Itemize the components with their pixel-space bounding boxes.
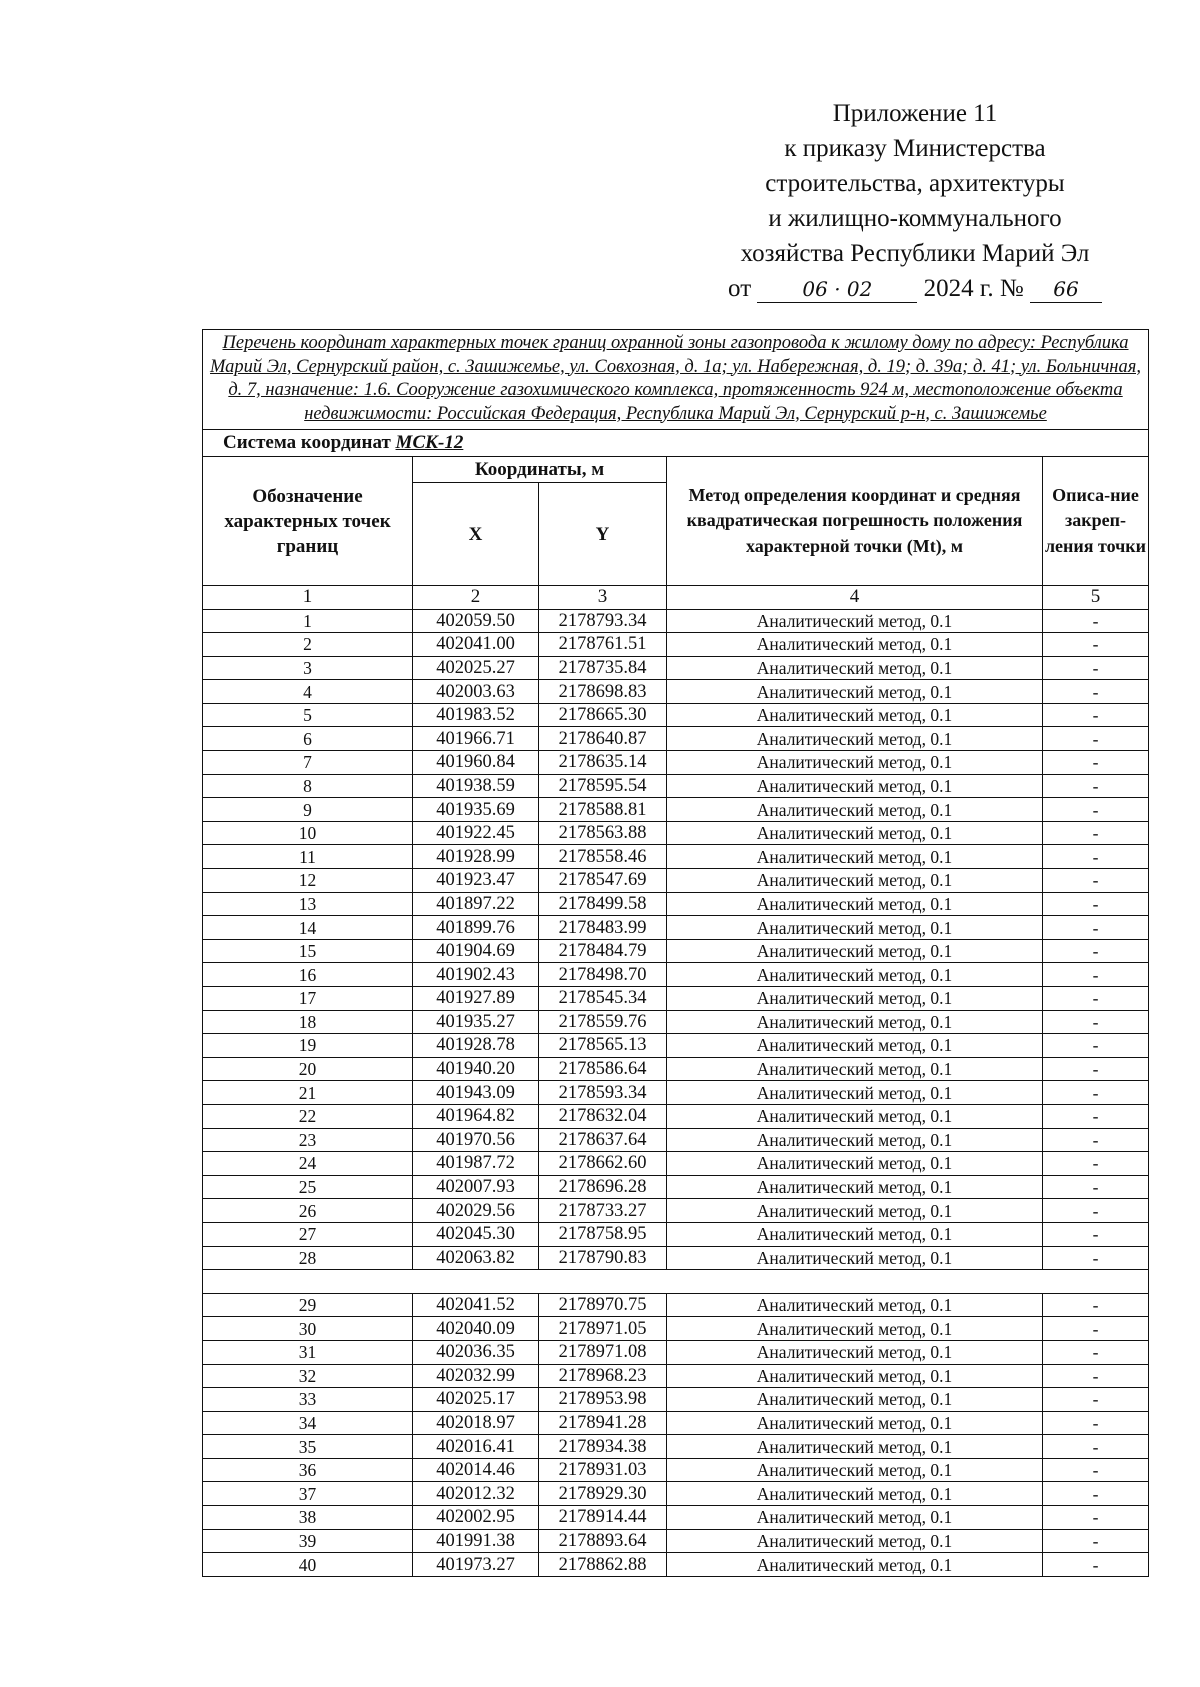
table-row [203,1458,1149,1482]
y-coordinate-cell: 2178698.83 [539,680,667,704]
point-number-cell: 5 [203,703,413,727]
description-cell: - [1043,821,1149,845]
y-coordinate-cell: 2178758.95 [539,1222,667,1246]
description-cell: - [1043,1057,1149,1081]
table-row [203,892,1149,916]
table-row [203,633,1149,657]
header-point-designation: Обозначение характерных точек границ [203,457,413,586]
method-cell: Аналитический метод, 0.1 [667,1553,1043,1577]
description-cell: - [1043,1175,1149,1199]
y-coordinate-cell: 2178971.05 [539,1317,667,1341]
method-cell: Аналитический метод, 0.1 [667,1104,1043,1128]
x-coordinate-cell: 402032.99 [413,1364,539,1388]
description-cell: - [1043,963,1149,987]
column-number: 1 [203,586,413,610]
y-coordinate-cell: 2178498.70 [539,963,667,987]
method-cell: Аналитический метод, 0.1 [667,1317,1043,1341]
point-number-cell: 7 [203,751,413,775]
method-cell: Аналитический метод, 0.1 [667,1458,1043,1482]
point-number-cell: 22 [203,1104,413,1128]
description-cell: - [1043,703,1149,727]
description-cell: - [1043,1364,1149,1388]
y-coordinate-cell: 2178559.76 [539,1010,667,1034]
point-number-cell: 40 [203,1553,413,1577]
method-cell: Аналитический метод, 0.1 [667,1482,1043,1506]
y-coordinate-cell: 2178637.64 [539,1128,667,1152]
method-cell: Аналитический метод, 0.1 [667,845,1043,869]
header-line-2: к приказу Министерства [784,135,1046,162]
method-cell: Аналитический метод, 0.1 [667,1152,1043,1176]
x-coordinate-cell: 402041.00 [413,633,539,657]
description-cell: - [1043,1435,1149,1459]
y-coordinate-cell: 2178662.60 [539,1152,667,1176]
method-cell: Аналитический метод, 0.1 [667,1081,1043,1105]
header-method: Метод определения координат и средняя квадратическая погрешность положения характерной точки (Mt), м [667,457,1043,586]
point-number-cell: 2 [203,633,413,657]
x-coordinate-cell: 402041.52 [413,1293,539,1317]
description-cell: - [1043,987,1149,1011]
description-cell: - [1043,939,1149,963]
x-coordinate-cell: 402014.46 [413,1458,539,1482]
y-coordinate-cell: 2178545.34 [539,987,667,1011]
y-coordinate-cell: 2178929.30 [539,1482,667,1506]
point-number-cell: 1 [203,609,413,633]
method-cell: Аналитический метод, 0.1 [667,892,1043,916]
x-coordinate-cell: 401940.20 [413,1057,539,1081]
table-row [203,798,1149,822]
y-coordinate-cell: 2178547.69 [539,869,667,893]
table-row [203,656,1149,680]
point-number-cell: 38 [203,1506,413,1530]
point-number-cell: 12 [203,869,413,893]
description-cell: - [1043,1081,1149,1105]
description-cell: - [1043,1411,1149,1435]
x-coordinate-cell: 401902.43 [413,963,539,987]
y-coordinate-cell: 2178558.46 [539,845,667,869]
table-row [203,1081,1149,1105]
y-coordinate-cell: 2178635.14 [539,751,667,775]
x-coordinate-cell: 402025.27 [413,656,539,680]
table-row [203,703,1149,727]
table-row [203,1340,1149,1364]
table-row [203,1199,1149,1223]
point-number-cell: 25 [203,1175,413,1199]
x-coordinate-cell: 402003.63 [413,680,539,704]
x-coordinate-cell: 401991.38 [413,1529,539,1553]
handwritten-number [1030,276,1102,303]
method-cell: Аналитический метод, 0.1 [667,751,1043,775]
y-coordinate-cell: 2178934.38 [539,1435,667,1459]
y-coordinate-cell: 2178790.83 [539,1246,667,1270]
y-coordinate-cell: 2178733.27 [539,1199,667,1223]
method-cell: Аналитический метод, 0.1 [667,680,1043,704]
x-coordinate-cell: 401935.27 [413,1010,539,1034]
header-y: Y [539,483,667,586]
y-coordinate-cell: 2178953.98 [539,1388,667,1412]
y-coordinate-cell: 2178696.28 [539,1175,667,1199]
point-number-cell: 28 [203,1246,413,1270]
method-cell: Аналитический метод, 0.1 [667,1128,1043,1152]
description-cell: - [1043,1553,1149,1577]
table-row [203,680,1149,704]
x-coordinate-cell: 401922.45 [413,821,539,845]
y-coordinate-cell: 2178484.79 [539,939,667,963]
point-number-cell: 27 [203,1222,413,1246]
y-coordinate-cell: 2178565.13 [539,1034,667,1058]
header-line-5: хозяйства Республики Марий Эл [740,240,1090,267]
x-coordinate-cell: 402029.56 [413,1199,539,1223]
x-coordinate-cell: 402063.82 [413,1246,539,1270]
table-row [203,1435,1149,1459]
y-coordinate-cell: 2178665.30 [539,703,667,727]
column-number: 3 [539,586,667,610]
method-cell: Аналитический метод, 0.1 [667,821,1043,845]
method-cell: Аналитический метод, 0.1 [667,1057,1043,1081]
point-number-cell: 35 [203,1435,413,1459]
x-coordinate-cell: 401973.27 [413,1553,539,1577]
header-line-4: и жилищно-коммунального [768,205,1062,232]
point-number-cell: 31 [203,1340,413,1364]
description-cell: - [1043,609,1149,633]
x-coordinate-cell: 401927.89 [413,987,539,1011]
point-number-cell: 11 [203,845,413,869]
point-number-cell: 34 [203,1411,413,1435]
table-row [203,1010,1149,1034]
order-date-line [700,271,1130,306]
table-row [203,1246,1149,1270]
method-cell: Аналитический метод, 0.1 [667,1010,1043,1034]
point-number-cell: 32 [203,1364,413,1388]
column-numbers-row [203,586,1149,610]
description-cell: - [1043,1529,1149,1553]
method-cell: Аналитический метод, 0.1 [667,633,1043,657]
handwritten-date [757,276,917,303]
description-cell: - [1043,727,1149,751]
x-coordinate-cell: 402007.93 [413,1175,539,1199]
header-line-3: строительства, архитектуры [765,170,1065,197]
table-row [203,1222,1149,1246]
point-number-cell: 24 [203,1152,413,1176]
description-cell: - [1043,1340,1149,1364]
description-cell: - [1043,798,1149,822]
x-coordinate-cell: 401904.69 [413,939,539,963]
table-row [203,1128,1149,1152]
method-cell: Аналитический метод, 0.1 [667,1529,1043,1553]
x-coordinate-cell: 402040.09 [413,1317,539,1341]
x-coordinate-cell: 401966.71 [413,727,539,751]
table-row [203,751,1149,775]
point-number-cell: 39 [203,1529,413,1553]
method-cell: Аналитический метод, 0.1 [667,656,1043,680]
y-coordinate-cell: 2178761.51 [539,633,667,657]
x-coordinate-cell: 401897.22 [413,892,539,916]
table-row [203,1293,1149,1317]
coordinate-system-row [203,430,1149,457]
method-cell: Аналитический метод, 0.1 [667,987,1043,1011]
y-coordinate-cell: 2178971.08 [539,1340,667,1364]
table-row [203,1553,1149,1577]
point-number-cell: 26 [203,1199,413,1223]
separator-cell [203,1270,1149,1294]
description-cell: - [1043,1034,1149,1058]
description-cell: - [1043,1482,1149,1506]
method-cell: Аналитический метод, 0.1 [667,1435,1043,1459]
x-coordinate-cell: 401960.84 [413,751,539,775]
y-coordinate-cell: 2178862.88 [539,1553,667,1577]
description-cell: - [1043,1222,1149,1246]
x-coordinate-cell: 401964.82 [413,1104,539,1128]
x-coordinate-cell: 402012.32 [413,1482,539,1506]
y-coordinate-cell: 2178588.81 [539,798,667,822]
description-cell: - [1043,680,1149,704]
method-cell: Аналитический метод, 0.1 [667,703,1043,727]
x-coordinate-cell: 401943.09 [413,1081,539,1105]
x-coordinate-cell: 401928.99 [413,845,539,869]
table-row [203,1317,1149,1341]
table-row [203,1152,1149,1176]
table-row [203,869,1149,893]
coordinate-system-name: МСК-12 [395,432,464,453]
point-number-cell: 3 [203,656,413,680]
y-coordinate-cell: 2178793.34 [539,609,667,633]
method-cell: Аналитический метод, 0.1 [667,1222,1043,1246]
point-number-cell: 17 [203,987,413,1011]
method-cell: Аналитический метод, 0.1 [667,939,1043,963]
y-coordinate-cell: 2178499.58 [539,892,667,916]
y-coordinate-cell: 2178586.64 [539,1057,667,1081]
point-number-cell: 6 [203,727,413,751]
column-number: 2 [413,586,539,610]
description-cell: - [1043,1010,1149,1034]
description-cell: - [1043,845,1149,869]
table-row [203,1034,1149,1058]
description-cell: - [1043,1506,1149,1530]
column-number: 4 [667,586,1043,610]
x-coordinate-cell: 401899.76 [413,916,539,940]
point-number-cell: 21 [203,1081,413,1105]
table-row [203,939,1149,963]
method-cell: Аналитический метод, 0.1 [667,798,1043,822]
description-cell: - [1043,1293,1149,1317]
point-number-cell: 14 [203,916,413,940]
method-cell: Аналитический метод, 0.1 [667,1199,1043,1223]
table-row [203,1175,1149,1199]
method-cell: Аналитический метод, 0.1 [667,1175,1043,1199]
table-row [203,821,1149,845]
description-cell: - [1043,1128,1149,1152]
method-cell: Аналитический метод, 0.1 [667,1506,1043,1530]
method-cell: Аналитический метод, 0.1 [667,1388,1043,1412]
table-row [203,1506,1149,1530]
method-cell: Аналитический метод, 0.1 [667,1293,1043,1317]
method-cell: Аналитический метод, 0.1 [667,963,1043,987]
appendix-header [700,96,1130,306]
y-coordinate-cell: 2178968.23 [539,1364,667,1388]
table-row [203,845,1149,869]
method-cell: Аналитический метод, 0.1 [667,1034,1043,1058]
description-cell: - [1043,751,1149,775]
table-row [203,1388,1149,1412]
y-coordinate-cell: 2178595.54 [539,774,667,798]
table-row [203,1057,1149,1081]
y-coordinate-cell: 2178931.03 [539,1458,667,1482]
year-text: 2024 г. № [923,275,1024,302]
x-coordinate-cell: 402059.50 [413,609,539,633]
y-coordinate-cell: 2178735.84 [539,656,667,680]
x-coordinate-cell: 402016.41 [413,1435,539,1459]
method-cell: Аналитический метод, 0.1 [667,1364,1043,1388]
point-number-cell: 8 [203,774,413,798]
table-row [203,727,1149,751]
method-cell: Аналитический метод, 0.1 [667,774,1043,798]
description-cell: - [1043,1458,1149,1482]
table-row [203,609,1149,633]
table-row [203,774,1149,798]
point-number-cell: 33 [203,1388,413,1412]
point-number-cell: 10 [203,821,413,845]
y-coordinate-cell: 2178483.99 [539,916,667,940]
table-caption: Перечень координат характерных точек границ охранной зоны газопровода к жилому дому по адресу: Республика Марий Эл, Сернурский район, с. Зашижемье, ул. Совхозная, д. 1а; ул. Набережная, д. 19; д. 39а; д. 41; ул. Больничная, д. 7, назначение: 1.6. Сооружение газохимического комплекса, протяженность 924 м, местоположение объекта недвижимости: Российская Федерация, Республика Марий Эл, Сернурский р-н, с. Зашижемье [203,330,1149,430]
x-coordinate-cell: 402036.35 [413,1340,539,1364]
table-row [203,1364,1149,1388]
point-number-cell: 23 [203,1128,413,1152]
point-number-cell: 29 [203,1293,413,1317]
x-coordinate-cell: 401938.59 [413,774,539,798]
description-cell: - [1043,916,1149,940]
x-coordinate-cell: 401970.56 [413,1128,539,1152]
description-cell: - [1043,633,1149,657]
y-coordinate-cell: 2178970.75 [539,1293,667,1317]
x-coordinate-cell: 402025.17 [413,1388,539,1412]
x-coordinate-cell: 402045.30 [413,1222,539,1246]
y-coordinate-cell: 2178593.34 [539,1081,667,1105]
method-cell: Аналитический метод, 0.1 [667,916,1043,940]
table-row [203,1482,1149,1506]
x-coordinate-cell: 402002.95 [413,1506,539,1530]
x-coordinate-cell: 401987.72 [413,1152,539,1176]
y-coordinate-cell: 2178563.88 [539,821,667,845]
table-row [203,1411,1149,1435]
point-number-cell: 4 [203,680,413,704]
method-cell: Аналитический метод, 0.1 [667,1340,1043,1364]
point-number-cell: 13 [203,892,413,916]
description-cell: - [1043,1199,1149,1223]
date-prefix: от [728,275,752,302]
x-coordinate-cell: 401983.52 [413,703,539,727]
header-x: X [413,483,539,586]
description-cell: - [1043,1388,1149,1412]
y-coordinate-cell: 2178893.64 [539,1529,667,1553]
coordinate-system-label: Система координат [223,432,391,453]
handwritten-date-text: 06 · 02 [802,277,873,301]
header-description: Описа-ние закреп-ления точки [1043,457,1149,586]
point-number-cell: 19 [203,1034,413,1058]
y-coordinate-cell: 2178914.44 [539,1506,667,1530]
y-coordinate-cell: 2178941.28 [539,1411,667,1435]
table-row [203,987,1149,1011]
separator-row [203,1270,1149,1294]
description-cell: - [1043,1152,1149,1176]
description-cell: - [1043,869,1149,893]
coordinates-table [202,329,1149,1577]
x-coordinate-cell: 402018.97 [413,1411,539,1435]
point-number-cell: 37 [203,1482,413,1506]
method-cell: Аналитический метод, 0.1 [667,1411,1043,1435]
x-coordinate-cell: 401935.69 [413,798,539,822]
y-coordinate-cell: 2178640.87 [539,727,667,751]
description-cell: - [1043,1246,1149,1270]
point-number-cell: 9 [203,798,413,822]
point-number-cell: 18 [203,1010,413,1034]
table-row [203,1104,1149,1128]
point-number-cell: 16 [203,963,413,987]
method-cell: Аналитический метод, 0.1 [667,727,1043,751]
y-coordinate-cell: 2178632.04 [539,1104,667,1128]
description-cell: - [1043,1104,1149,1128]
column-number: 5 [1043,586,1149,610]
header-coordinates: Координаты, м [413,457,667,483]
description-cell: - [1043,774,1149,798]
point-number-cell: 36 [203,1458,413,1482]
point-number-cell: 15 [203,939,413,963]
description-cell: - [1043,656,1149,680]
x-coordinate-cell: 401928.78 [413,1034,539,1058]
method-cell: Аналитический метод, 0.1 [667,1246,1043,1270]
header-line-1: Приложение 11 [832,100,998,127]
point-number-cell: 30 [203,1317,413,1341]
method-cell: Аналитический метод, 0.1 [667,609,1043,633]
point-number-cell: 20 [203,1057,413,1081]
handwritten-number-text: 66 [1053,277,1079,301]
description-cell: - [1043,892,1149,916]
description-cell: - [1043,1317,1149,1341]
x-coordinate-cell: 401923.47 [413,869,539,893]
table-row [203,916,1149,940]
table-row [203,963,1149,987]
method-cell: Аналитический метод, 0.1 [667,869,1043,893]
table-row [203,1529,1149,1553]
